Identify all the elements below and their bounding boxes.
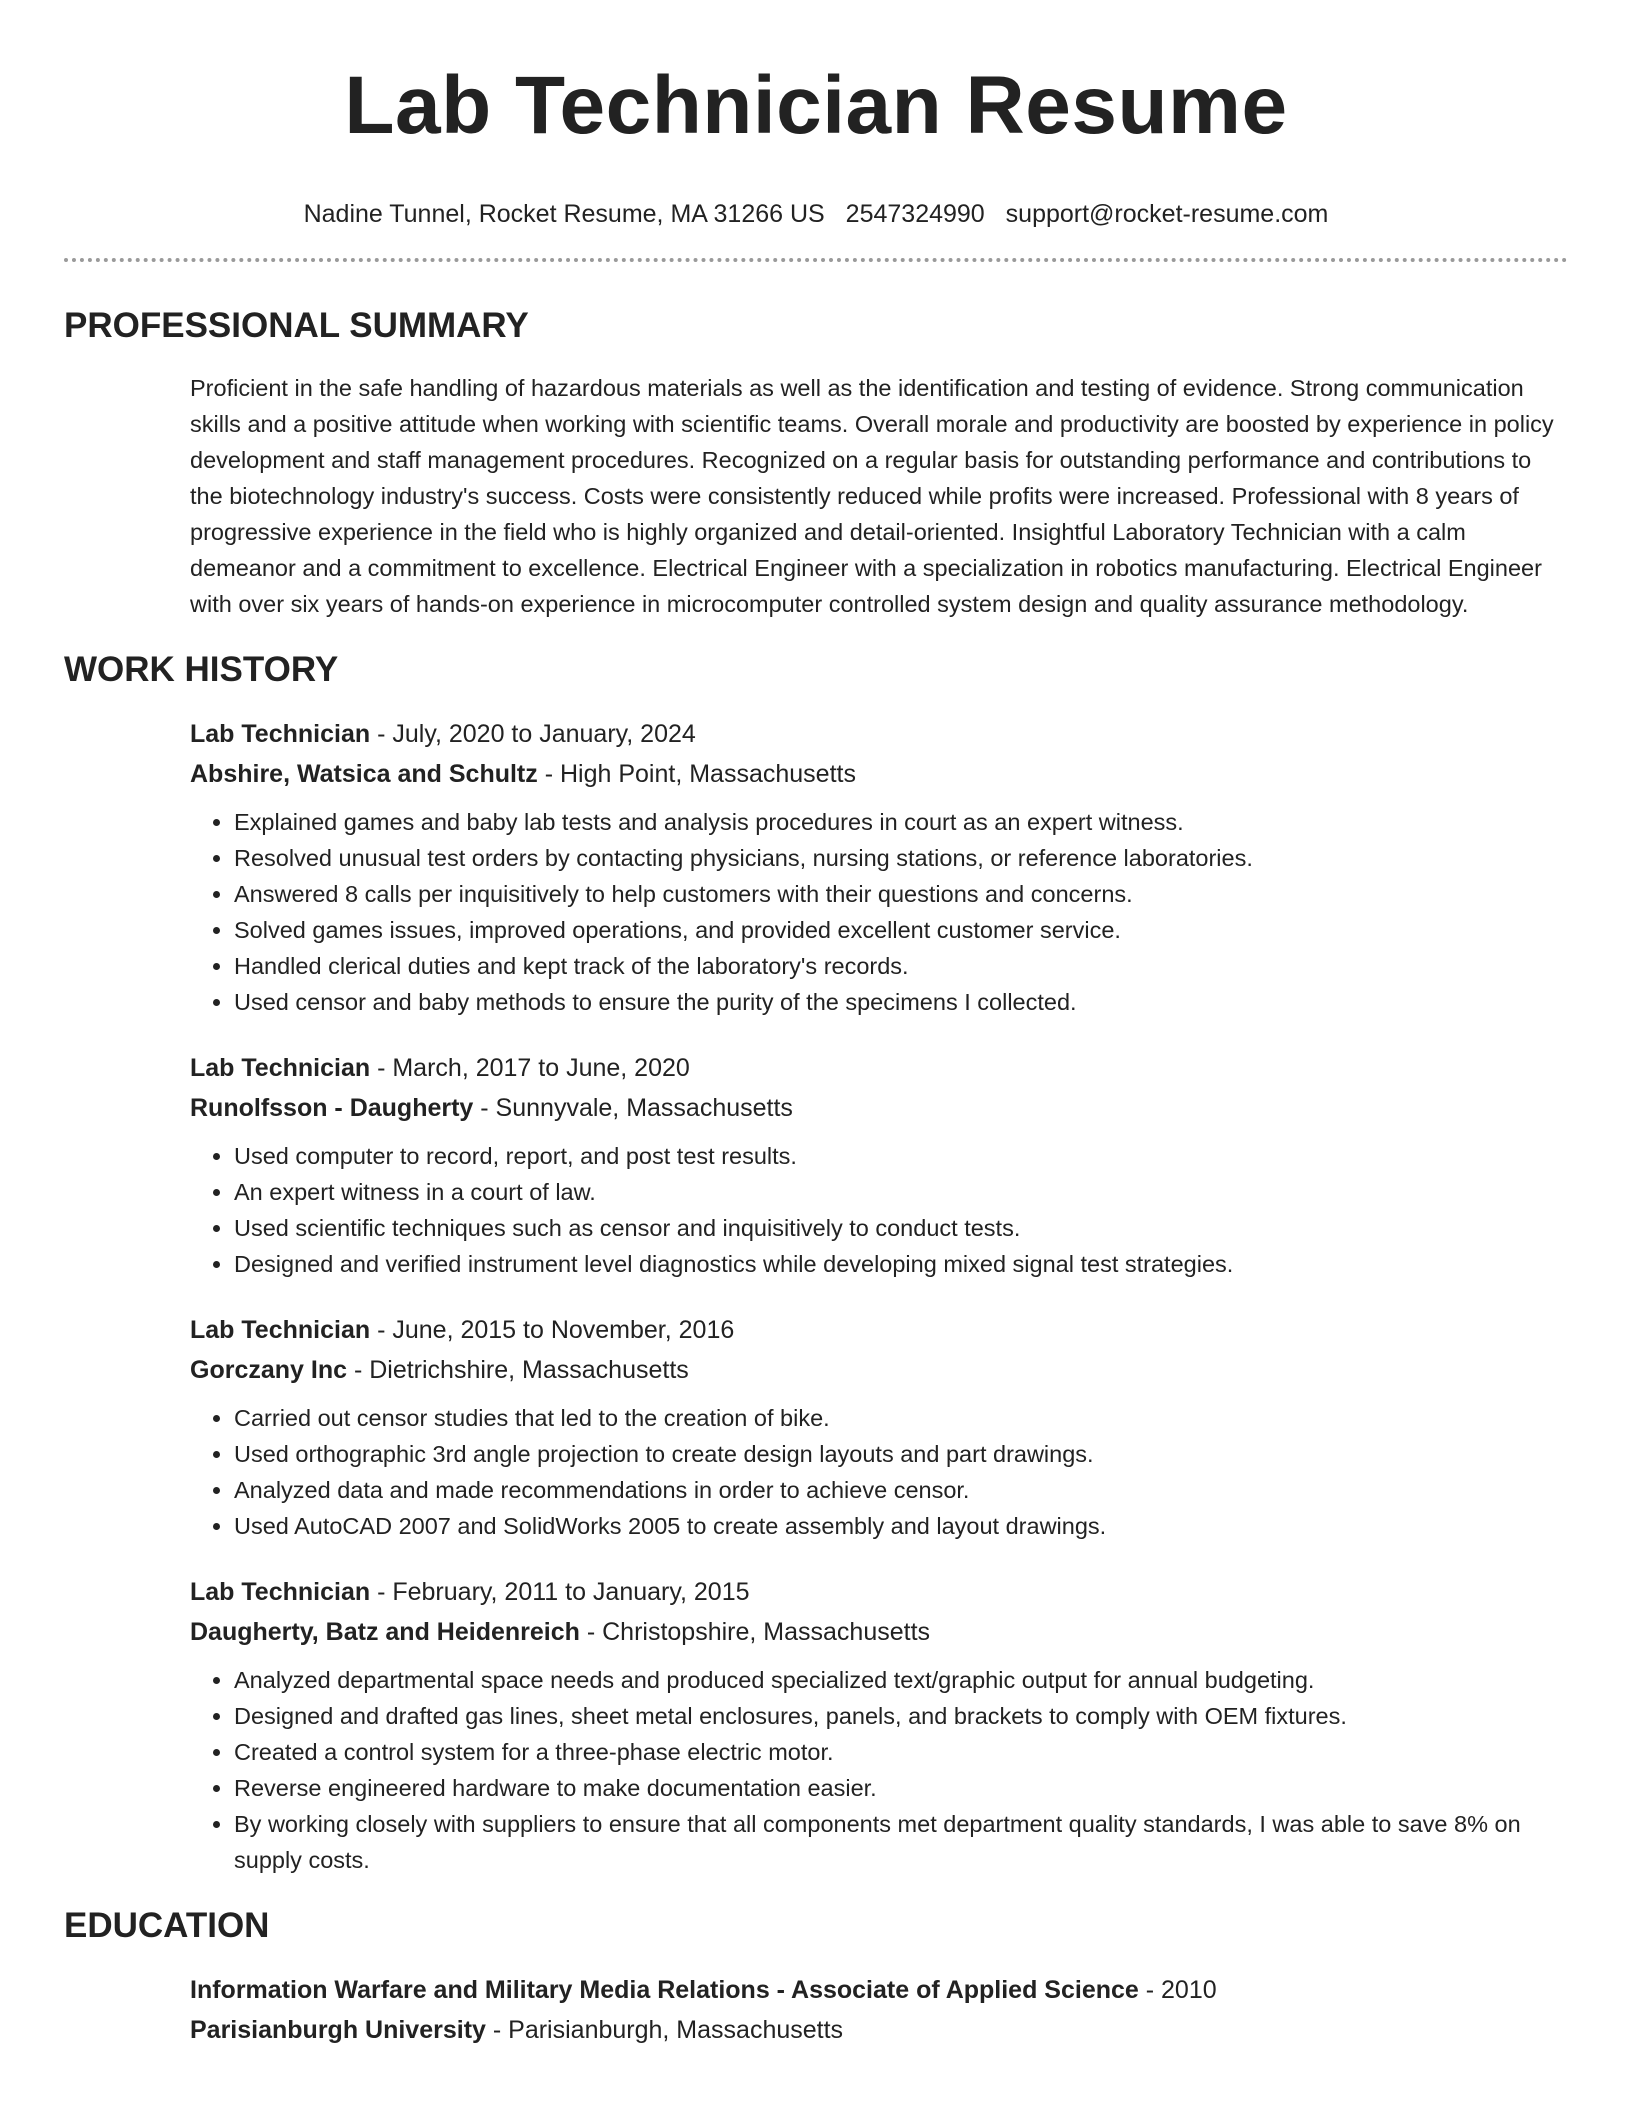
job-bullet-list (190, 1138, 1568, 1282)
job-bullet: • Handled clerical duties and kept track of the laboratory's records. (234, 948, 1568, 984)
job-dates: - June, 2015 to November, 2016 (370, 1316, 735, 1344)
job-company: Abshire, Watsica and Schultz (190, 760, 538, 788)
job-entry (190, 714, 1568, 1020)
job-entry (190, 1048, 1568, 1282)
job-bullet: • Solved games issues, improved operations, and provided excellent customer service. (234, 912, 1568, 948)
job-bullet: • Answered 8 calls per inquisitively to help customers with their questions and concerns. (234, 876, 1568, 912)
job-dates: - February, 2011 to January, 2015 (370, 1578, 750, 1606)
job-bullet: • An expert witness in a court of law. (234, 1174, 1568, 1210)
job-company-line (190, 754, 1568, 794)
job-entry (190, 1310, 1568, 1544)
job-bullet-list (190, 804, 1568, 1020)
job-bullet: • Used computer to record, report, and post test results. (234, 1138, 1568, 1174)
job-dates: - July, 2020 to January, 2024 (370, 720, 696, 748)
job-location: - Dietrichshire, Massachusetts (347, 1356, 689, 1384)
job-title-line (190, 1572, 1568, 1612)
job-bullet: • Used scientific techniques such as censor and inquisitively to conduct tests. (234, 1210, 1568, 1246)
job-location: - Christopshire, Massachusetts (579, 1618, 931, 1646)
header-divider (64, 258, 1568, 262)
education-school: Parisianburgh University (190, 2016, 486, 2044)
contact-email: support@rocket-resume.com (1005, 200, 1329, 228)
section-title-work-history: WORK HISTORY (64, 650, 339, 689)
job-entry (190, 1572, 1568, 1878)
education-entry (190, 1970, 1568, 2050)
education-school-line (190, 2010, 1568, 2050)
job-bullet: • Designed and verified instrument level diagnostics while developing mixed signal test strategies. (234, 1246, 1568, 1282)
job-bullet: • Designed and drafted gas lines, sheet metal enclosures, panels, and brackets to comply with OEM fixtures. (234, 1698, 1568, 1734)
contact-phone: 2547324990 (845, 200, 985, 228)
job-bullet: • Used censor and baby methods to ensure the purity of the specimens I collected. (234, 984, 1568, 1020)
job-company: Gorczany Inc (190, 1356, 347, 1384)
education-degree-line (190, 1970, 1568, 2010)
job-bullet: • Used orthographic 3rd angle projection to create design layouts and part drawings. (234, 1436, 1568, 1472)
job-title: Lab Technician (190, 1316, 371, 1344)
job-bullet: • Analyzed departmental space needs and produced specialized text/graphic output for annual budgeting. (234, 1662, 1568, 1698)
job-bullet: • By working closely with suppliers to ensure that all components met department quality standards, I was able to save 8% on supply costs. (234, 1806, 1568, 1878)
job-bullet-list (190, 1662, 1568, 1878)
section-title-education: EDUCATION (64, 1906, 270, 1945)
job-title-line (190, 1048, 1568, 1088)
job-dates: - March, 2017 to June, 2020 (370, 1054, 690, 1082)
education-degree: Information Warfare and Military Media Relations - Associate of Applied Science (190, 1976, 1139, 2004)
job-location: - Sunnyvale, Massachusetts (473, 1094, 793, 1122)
job-company-line (190, 1350, 1568, 1390)
job-title-line (190, 1310, 1568, 1350)
resume-page (64, 0, 1568, 2050)
education-location: - Parisianburgh, Massachusetts (485, 2016, 844, 2044)
job-location: - High Point, Massachusetts (537, 760, 856, 788)
summary-text: Proficient in the safe handling of hazardous materials as well as the identification and testing of evidence. Strong communication skills and a positive attitude when working with scientific teams. Overall morale and productivity are boosted by experience in policy development and staff management procedures. Recognized on a regular basis for outstanding performance and contributions to the biotechnology industry's success. Costs were consistently reduced while profits were increased. Professional with 8 years of progressive experience in the field who is highly organized and detail-oriented. Insightful Laboratory Technician with a calm demeanor and a commitment to excellence. Electrical Engineer with a specialization in robotics manufacturing. Electrical Engineer with over six years of hands-on experience in microcomputer controlled system design and quality assurance methodology. (190, 375, 1554, 617)
job-bullet: • Explained games and baby lab tests and analysis procedures in court as an expert witness. (234, 804, 1568, 840)
contact-line (64, 198, 1568, 230)
education-year: - 2010 (1138, 1976, 1217, 2004)
job-bullet: • Used AutoCAD 2007 and SolidWorks 2005 to create assembly and layout drawings. (234, 1508, 1568, 1544)
job-bullet: • Carried out censor studies that led to the creation of bike. (234, 1400, 1568, 1436)
job-company: Daugherty, Batz and Heidenreich (190, 1618, 580, 1646)
job-title: Lab Technician (190, 1054, 371, 1082)
job-bullet: • Reverse engineered hardware to make documentation easier. (234, 1770, 1568, 1806)
resume-title: Lab Technician Resume (344, 60, 1288, 151)
section-title-summary: PROFESSIONAL SUMMARY (64, 306, 529, 345)
job-bullet: • Created a control system for a three-phase electric motor. (234, 1734, 1568, 1770)
job-bullet: • Analyzed data and made recommendations in order to achieve censor. (234, 1472, 1568, 1508)
job-company-line (190, 1088, 1568, 1128)
job-bullet-list (190, 1400, 1568, 1544)
job-company-line (190, 1612, 1568, 1652)
contact-address: Nadine Tunnel, Rocket Resume, MA 31266 US (303, 200, 825, 228)
job-title: Lab Technician (190, 720, 371, 748)
job-title: Lab Technician (190, 1578, 371, 1606)
job-company: Runolfsson - Daugherty (190, 1094, 474, 1122)
job-title-line (190, 714, 1568, 754)
job-bullet: • Resolved unusual test orders by contacting physicians, nursing stations, or reference laboratories. (234, 840, 1568, 876)
